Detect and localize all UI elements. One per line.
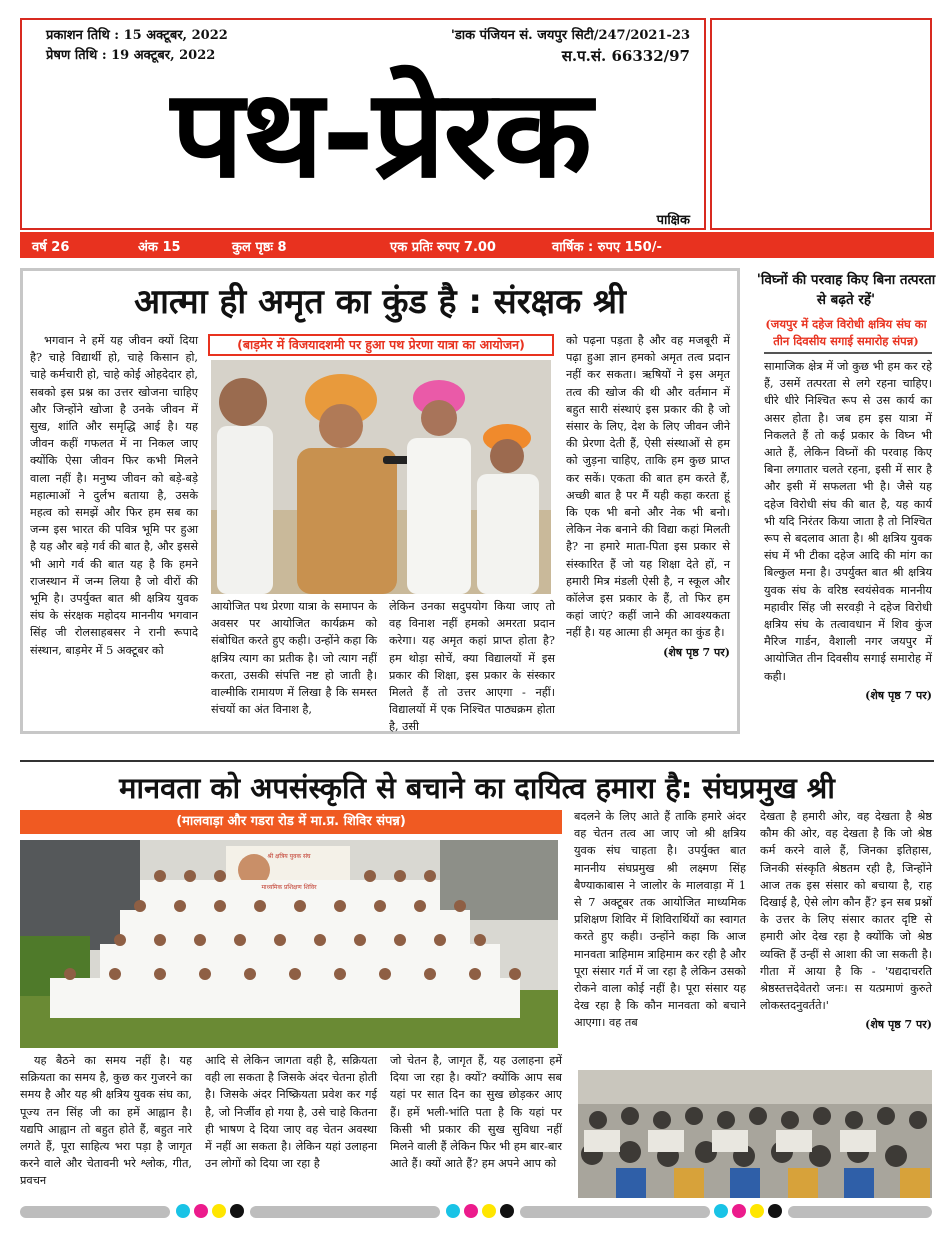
second-col5-text: देखता है हमारी ओर, वह देखता है श्रेष्ठ कौम की ओर, वह देखता है कि जो श्रेष्ठ कर्म करने वाले हैं, जिनका इतिहास, जिनकी संस्कृति श्रेष्ठतम रही है, जिन्होंने आज तक इस संसार को बचाया है, राह दिखाई है, ऐसे लोग कौन हैं? इन सब प्रश्नों के उत्तर के लिए संसार कातर दृष्टि से हमारी ओर देख रहा है क्योंकि जो श्रेष्ठ व्यक्ति हैं उन्हीं से आशा की जा सकती है। गीता में आया है कि - 'यद्यदाचरति श्रेष्ठस्तत्तदेवेतरो जनः। स यत्प्रमाणं कुरुते लोकस्तदनुवर्तते।' [760,810,932,1013]
second-headline: मानवता को अपसंस्कृति से बचाने का दायित्व हमारा है: संघप्रमुख श्री [119,771,835,805]
lead-col4-text: को पढ़ना पड़ता है और वह मजबूरी में पढ़ा हुआ ज्ञान हमको अमृत तत्व प्रदान नहीं कर सकता। ऋषियों ने इस अमृत तत्व की खोज की थी और वर्तमान में बहुत सारी संस्थाएं इस प्रकार की है जो संसार के लिए, देश के लिए जीवन जीने की प्रेरणा देती हैं, ऐसी संस्थाओं से हम को जुड़ना चाहिए, ताकि हम कुछ प्राप्त कर सकें। एकता की बात हम करते हैं, अच्छी बात है पर मैं यही कहा करता हूं कि एक भी बनो और नेक भी बनो। लेकिन नेक बनाने की विद्या कहां मिलती है? ना हमारे माता-पिता इस प्रकार से संस्कारित हैं जो यह शिक्षा देते हों, न हमारी मित्र मंडली ऐसी है, न स्कूल और कॉलेज इस प्रकार के हैं, तो फिर हम कहां जाएं? कहीं जाने की आवश्यकता नहीं है। यह आत्मा ही अमृत का कुंड है। [566,334,730,640]
lead-column-1 [30,332,198,724]
black-registration-dot-3 [768,1204,782,1218]
second-col2-text: आदि से लेकिन जागता वही है, सक्रियता वही ला सकता है जिसके अंदर चेतना होती है। जिसके अंदर निष्क्रियता प्रवेश कर गई है, जो निर्जीव हो गया है, उसे चाहे कितना ही भाषण दे दिया जाए वह चेतन अवस्था में नहीं आ सकता है। लेकिन यहां उलाहना उन लोगों को दिया जा रहा है [205,1054,377,1171]
print-strip-left [20,1206,170,1218]
camp-audience-scene [578,1070,932,1198]
lead-column-4 [566,332,730,724]
dispatch-date: प्रेषण तिथि : 19 अक्टूबर, 2022 [46,48,216,63]
lead-column-2 [211,598,377,724]
yellow-registration-dot-2 [482,1204,496,1218]
camp-group-photo [20,840,558,1048]
cyan-registration-dot-2 [446,1204,460,1218]
second-continued-note: (शेष पृष्ठ 7 पर) [865,1018,932,1032]
frequency-label: पाक्षिक [656,213,690,228]
black-registration-dot [230,1204,244,1218]
second-column-4 [574,808,746,1068]
lead-photo [211,360,551,594]
lead-photo-caption: (बाड़मेर में विजयादशमी पर हुआ पथ प्रेरणा यात्रा का आयोजन) [208,334,554,356]
sps-number: स.प.सं. 66332/97 [561,47,690,65]
lead-col3-text: लेकिन उनका सदुपयोग किया जाए तो वह विनाश नहीं हमको अमरता प्रदान करेगा। यह अमृत कहां प्राप्त होता है? हम थोड़ा सोचें, क्या विद्यालयों में इस प्रकार की शिक्षा, इस प्रकार के संस्कार मिलते हैं तो उत्तर आएगा - नहीं। विद्यालयों में एक निश्चित पाठ्यक्रम होता है, उसी [389,600,555,734]
camp-audience-photo [578,1070,932,1198]
sidebar-divider [764,352,932,354]
total-pages: कुल पृष्ठः 8 [232,240,287,255]
sidebar-body: सामाजिक क्षेत्र में जो कुछ भी हम कर रहे हैं, उसमें तत्परता से लगे रहना चाहिए। धीरे धीरे निश्चित रूप से उस कार्य का असर होता है। जब हम इस यात्रा में निकलते हैं तो कई प्रकार के विघ्न भी आते हैं, लेकिन विघ्नों की परवाह किए बिना लगातार चलते रहना, इसी में सार है और इसी में सफलता भी है। जैसे यह दहेज विरोधी संघ की बात है, यह कार्य भी यदि निरंतर किया जाता है तो निश्चित रूप से बदलाव आता है। श्री क्षत्रिय युवक संघ में भी टीका दहेज आदि की मांग का बिल्कुल मना है। उपर्युक्त बात श्री क्षत्रिय युवक संघ के वरिष्ठ स्वयंसेवक माननीय महावीर सिंह जी सरवड़ी ने दहेज विरोधी क्षत्रिय संघ के तत्वावधान में शिव कुंज मैरिज गार्डन, वैशाली नगर जयपुर में आयोजित तीन दिवसीय सगाई समारोह में कही। [764,360,932,683]
second-column-5 [760,808,932,1068]
lead-headline: आत्मा ही अमृत का कुंड है : संरक्षक श्री [134,282,626,322]
second-column-3 [390,1052,562,1204]
cyan-registration-dot [176,1204,190,1218]
section-divider [20,760,934,762]
yellow-registration-dot-3 [750,1204,764,1218]
camp-banner-subtitle: माध्यमिक प्रशिक्षण शिविर [261,884,317,891]
lead-col1-text: भगवान ने हमें यह जीवन क्यों दिया है? चाहे विद्यार्थी हो, चाहे किसान हो, चाहे कर्मचारी हो, चाहे कोई ओहदेदार हो, सबको इस प्रश्न का उत्तर खोजना चाहिए और जिन्होंने खोजा है उनके जीवन में सुख, शांति और समृद्धि आई है। यह जीवन कहीं गफलत में ना निकल जाए क्योंकि ऐसा जीवन फिर कभी मिलने वाला नहीं है। मनुष्य जीवन को बड़े-बड़े महात्माओं ने दुर्लभ बताया है, उसके महत्व को समझें और फिर हम सब का जन्म इस भारत की पवित्र भूमि पर हुआ है यह और बड़े गर्व की बात है, और इससे भी आगे गर्व की बात यह है कि हमने राजस्थान में जन्म लिया है जो वीरों की भूमि है। उपर्युक्त बात श्री क्षत्रिय युवक संघ के संरक्षक महोदय माननीय भगवान सिंह जी रोलसाहबसर ने रानी रूपादे संस्थान, बाड़मेर में 5 अक्टूबर को [30,334,198,657]
masthead-registration [451,26,690,66]
cyan-registration-dot-3 [714,1204,728,1218]
second-col4-text: बदलने के लिए आते हैं ताकि हमारे अंदर वह चेतन तत्व आ जाए जो श्री क्षत्रिय युवक संघ चाहता है। उपर्युक्त बात माननीय संघप्रमुख श्री लक्ष्मण सिंह बैण्याकाबास ने जालोर के मालवाड़ा में 1 से 7 अक्टूबर तक आयोजित माध्यमिक प्रशिक्षण शिविर में शिविरार्थियों का स्वागत करते हुए कही। उन्होंने कहा कि आज मानवता त्राहिमाम त्राहिमाम कर रही है और पूरा संसार गर्त में जा रहा है लेकिन उसको रोकने वाला कोई नहीं है। पूरा संसार यह देख रहा है कि कौन मानवता को बचाने आएगा। वह तब [574,810,746,1030]
lead-photo-scene [211,360,551,594]
print-strip-mid-left [250,1206,440,1218]
magenta-registration-dot-3 [732,1204,746,1218]
lead-continued-note: (शेष पृष्ठ 7 पर) [663,645,730,659]
second-column-2 [205,1052,377,1204]
masthead [20,18,706,230]
annual-subscription: वार्षिक : रुपए 150/- [552,240,662,255]
volume-year: वर्ष 26 [32,240,70,255]
print-strip-right [788,1206,932,1218]
magenta-registration-dot-2 [464,1204,478,1218]
print-strip-mid-right [520,1206,710,1218]
newspaper-title: पथ-प्रेरक [171,63,590,205]
black-registration-dot-2 [500,1204,514,1218]
camp-banner-title: श्री क्षत्रिय युवक संघ [267,853,311,860]
camp-banner [230,852,348,892]
sidebar-subhead: (जयपुर में दहेज विरोधी क्षत्रिय संघ का तीन दिवसीय सगाई समारोह संपन्न) [765,317,927,348]
publish-date: प्रकाशन तिथि : 15 अक्टूबर, 2022 [46,28,228,43]
sidebar-continued-note: (शेष पृष्ठ 7 पर) [865,688,932,702]
yellow-registration-dot [212,1204,226,1218]
second-col1-text: यह बैठने का समय नहीं है। यह सक्रियता का समय है, कुछ कर गुजरने का समय है और यह श्री क्षत्रिय युवक संघ का, पूज्य तन सिंह जी का हमें आह्वान है। यद्यपि आह्वान तो बहुत होते हैं, बहुत नारे लगते हैं, पूरा साहित्य भरा पड़ा है जागृत करने वाले और चेतावनी भरे श्लोक, गीत, प्रवचन [20,1054,192,1188]
sidebar-headline: 'विघ्नों की परवाह किए बिना तत्परता से बढ़ते रहें' [756,272,936,308]
single-copy-price: एक प्रतिः रुपए 7.00 [390,240,496,255]
issue-number: अंक 15 [138,240,181,255]
postal-registration: 'डाक पंजियन सं. जयपुर सिटी/247/2021-23 [450,28,690,43]
advertisement-box [710,18,932,230]
second-col3-text: जो चेतन है, जागृत हैं, यह उलाहना हमें दिया जा रहा है। क्यों? क्योंकि आप सब यहां पर सात दिन का सुख छोड़कर आए हैं। हमें भली-भांति पता है कि यहां पर किसी भी प्रकार की सुख सुविधा नहीं मिलने वाली हैं लेकिन फिर भी हम बार-बार आते हैं। क्यों आते हैं? हम अपने आप को [390,1054,562,1171]
second-column-1 [20,1052,192,1204]
lead-col2-text: आयोजित पथ प्रेरणा यात्रा के समापन के अवसर पर आयोजित कार्यक्रम को संबोधित करते हुए कही। उन्होंने कहा कि क्षत्रिय त्याग का प्रतीक है। जो त्याग नहीं करता, उसकी संपत्ति नष्ट हो जाती है। वाल्मीकि रामायण में लिखा है कि समस्त संचयों का अंत विनाश है, [211,600,377,717]
magenta-registration-dot [194,1204,208,1218]
lead-column-3 [389,598,555,734]
second-photo-caption: (मालवाड़ा और गडरा रोड में मा.प्र. शिविर संपन्न) [20,810,562,834]
masthead-dates [46,26,228,66]
info-bar [20,232,934,258]
sidebar-column [764,358,932,738]
